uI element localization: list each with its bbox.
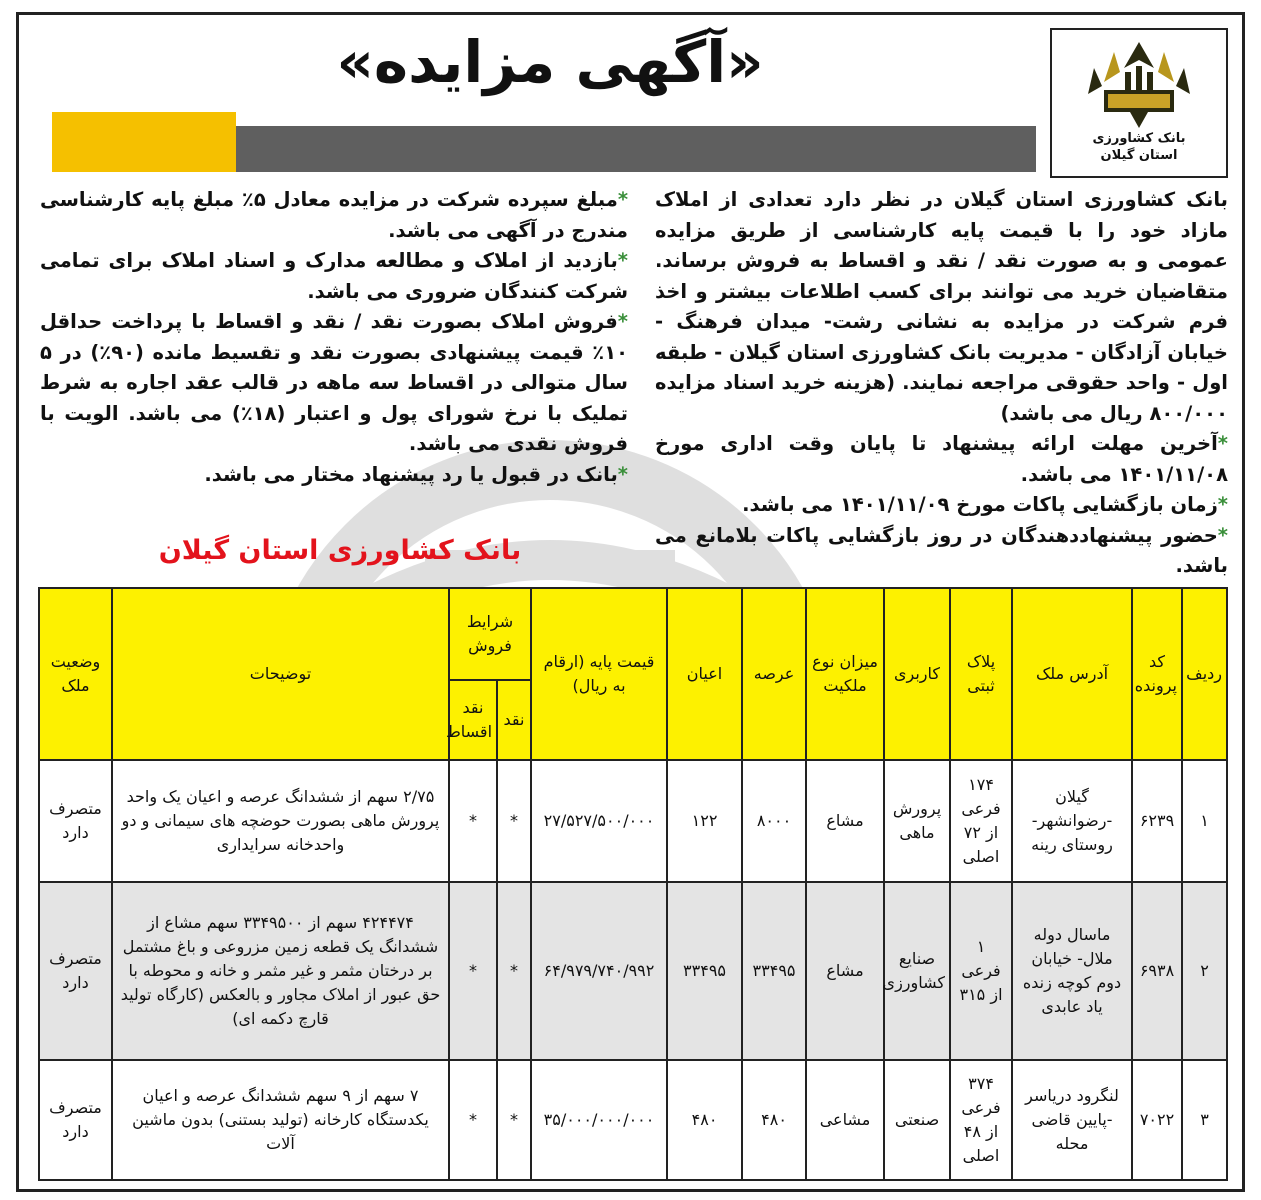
cell-status: متصرف دارد [39,882,112,1060]
cell-arse: ۸۰۰۰ [742,760,806,882]
notice-item: *مبلغ سپرده شرکت در مزایده معادل ۵٪ مبلغ پایه کارشناسی مندرج در آگهی می باشد. [40,188,629,242]
header-price: قیمت پایه (ارقام به ریال) [531,588,667,760]
cell-row: ۱ [1182,760,1227,882]
cell-row: ۲ [1182,882,1227,1060]
cell-price: ۶۴/۹۷۹/۷۴۰/۹۹۲ [531,882,667,1060]
cell-address: ماسال دوله ملال- خیابان دوم کوچه زنده یاد عابدی [1012,882,1132,1060]
header-description: توضیحات [112,588,449,760]
cell-plaque: ۳۷۴ فرعی از ۴۸ اصلی [950,1060,1012,1180]
bullet-star-icon: * [617,310,628,333]
table-row [39,760,1227,882]
cell-ownership: مشاع [806,760,884,882]
left-text-column [40,185,628,490]
header-arse: عرصه [742,588,806,760]
header-ayan: اعیان [667,588,742,760]
cell-address: گیلان -رضوانشهر- روستای رینه [1012,760,1132,882]
cell-ayan: ۴۸۰ [667,1060,742,1180]
cell-cash: * [497,760,531,882]
notice-item: *زمان بازگشایی پاکات مورخ ۱۴۰۱/۱۱/۰۹ می باشد. [742,493,1228,516]
notice-item: *آخرین مهلت ارائه پیشنهاد تا پایان وقت اداری مورخ ۱۴۰۱/۱۱/۰۸ می باشد. [655,432,1228,486]
cell-file: ۶۲۳۹ [1132,760,1182,882]
property-table [38,587,1228,1181]
page-title: «آگهی مزایده» [336,28,764,96]
bank-emblem-icon [1084,38,1194,130]
cell-description: ۷ سهم از ۹ سهم ششدانگ عرصه و اعیان یکدستگاه کارخانه (تولید بستنی) بدون ماشین آلات [112,1060,449,1180]
intro-paragraph: بانک کشاورزی استان گیلان در نظر دارد تعدادی از املاک مازاد خود را با قیمت پایه کارشناسی از طریق مزایده عمومی و به صورت نقد / نقد و اقساط به فروش برساند. متقاضیان خرید می توانند برای کسب اطلاعات بیشتر و اخذ فرم شرکت در مزایده به نشانی رشت- میدان فرهنگ - خیابان آزادگان - مدیریت بانک کشاورزی استان گیلان - طبقه اول - واحد حقوقی مراجعه نمایند. (هزینه خرید اسناد مزایده ۸۰۰/۰۰۰ ریال می باشد) [655,188,1228,425]
table-row [39,1060,1227,1180]
header-address: آدرس ملک [1012,588,1132,760]
cell-usage: صنعتی [884,1060,950,1180]
cell-usage: صنایع کشاورزی [884,882,950,1060]
header-file-code: کد پرونده [1132,588,1182,760]
cell-installment: * [449,1060,497,1180]
header-cash: نقد [497,680,531,760]
header-ownership: میزان نوع ملکیت [806,588,884,760]
cell-arse: ۴۸۰ [742,1060,806,1180]
cell-cash: * [497,882,531,1060]
cell-cash: * [497,1060,531,1180]
notice-item: *بازدید از املاک و مطالعه مدارک و اسناد املاک برای تمامی شرکت کنندگان ضروری می باشد. [40,249,628,303]
header-sale-terms: شرایط فروش [449,588,531,680]
bullet-star-icon: * [1217,493,1228,516]
cell-status: متصرف دارد [39,760,112,882]
cell-description: ۴۲۴۴۷۴ سهم از ۳۳۴۹۵۰۰ سهم مشاع از ششدانگ یک قطعه زمین مزروعی و باغ مشتمل بر درختان مثمر و غیر مثمر و خانه و محوطه با حق عبور از املاک مجاور و بالعکس (کارگاه تولید قارچ دکمه ای) [112,882,449,1060]
cell-installment: * [449,882,497,1060]
header-installment: نقد اقساط [449,680,497,760]
cell-ownership: مشاعی [806,1060,884,1180]
cell-file: ۷۰۲۲ [1132,1060,1182,1180]
cell-installment: * [449,760,497,882]
table-header-row [39,588,1227,680]
cell-ownership: مشاع [806,882,884,1060]
bullet-star-icon: * [1217,432,1228,455]
bank-logo [1050,28,1228,178]
notice-item: *فروش املاک بصورت نقد / نقد و اقساط با پرداخت حداقل ۱۰٪ قیمت پیشنهادی بصورت نقد و تقسیط مانده (۹۰٪) در ۵ سال متوالی در اقساط سه ماهه در قالب عقد اجاره به شرط تملیک با نرخ شورای پول و اعتبار (۱۸٪) می باشد. الویت با فروش نقدی می باشد. [40,310,628,455]
cell-address: لنگرود دریاسر -پایین قاضی محله [1012,1060,1132,1180]
header-plaque: پلاک ثبتی [950,588,1012,760]
logo-line-2: استان گیلان [1100,148,1178,163]
cell-description: ۲/۷۵ سهم از ششدانگ عرصه و اعیان یک واحد پرورش ماهی بصورت حوضچه های سیمانی و دو واحدخانه سرایداری [112,760,449,882]
cell-price: ۲۷/۵۲۷/۵۰۰/۰۰۰ [531,760,667,882]
header-row-number: ردیف [1182,588,1227,760]
table-row [39,882,1227,1060]
cell-price: ۳۵/۰۰۰/۰۰۰/۰۰۰ [531,1060,667,1180]
header-status: وضعیت ملک [39,588,112,760]
bullet-star-icon: * [617,249,628,272]
right-text-column [655,185,1228,582]
bullet-star-icon: * [1217,523,1228,547]
cell-arse: ۳۳۴۹۵ [742,882,806,1060]
cell-usage: پرورش ماهی [884,760,950,882]
notice-item: *حضور پیشنهاددهندگان در روز بازگشایی پاکات بلامانع می باشد. [655,523,1228,577]
cell-row: ۳ [1182,1060,1227,1180]
bullet-star-icon: * [617,188,629,211]
cell-plaque: ۱۷۴ فرعی از ۷۲ اصلی [950,760,1012,882]
cell-plaque: ۱ فرعی از ۳۱۵ [950,882,1012,1060]
bank-signature: بانک کشاورزی استان گیلان [158,535,522,566]
bullet-star-icon: * [617,462,628,486]
cell-ayan: ۳۳۴۹۵ [667,882,742,1060]
cell-ayan: ۱۲۲ [667,760,742,882]
cell-status: متصرف دارد [39,1060,112,1180]
logo-line-1: بانک کشاورزی [1092,131,1186,146]
notice-item: *بانک در قبول یا رد پیشنهاد مختار می باشد. [204,462,628,486]
title-accent-block [52,112,236,172]
cell-file: ۶۹۳۸ [1132,882,1182,1060]
header-usage: کاربری [884,588,950,760]
